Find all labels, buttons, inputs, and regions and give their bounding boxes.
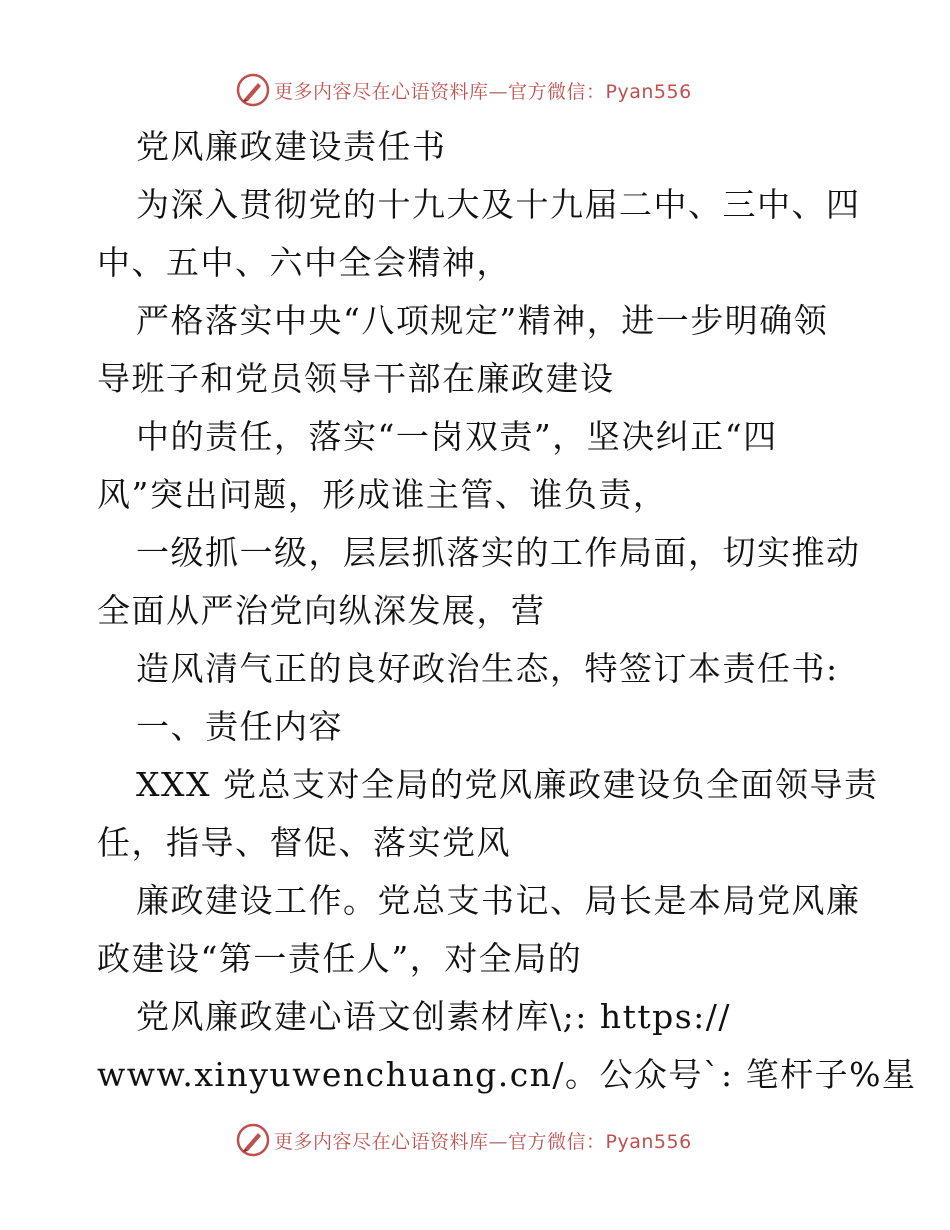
text-line: 导班子和党员领导干部在廉政建设 <box>97 359 615 398</box>
text-line: 中的责任，落实“一岗双责”，坚决纠正“四 <box>136 417 778 456</box>
text-line: 党风廉政建设责任书 <box>136 127 447 166</box>
text-line: 任，指导、督促、落实党风 <box>97 823 511 862</box>
watermark-footer <box>236 1120 692 1160</box>
text-line: 中、五中、六中全会精神， <box>97 243 511 282</box>
text-line: 全面从严治党向纵深发展，营 <box>97 591 546 630</box>
text-line: XXX 党总支对全局的党风廉政建设负全面领导责 <box>136 765 879 804</box>
text-line: 党风廉政建心语文创素材库\;: https:// <box>136 997 732 1036</box>
text-line: www.xinyuwenchuang.cn/。公众号`: 笔杆子%星 <box>97 1055 917 1094</box>
watermark-header <box>236 70 692 110</box>
watermark-text: 更多内容尽在心语资料库—官方微信：Pyan556 <box>274 1130 692 1153</box>
text-line: 造风清气正的良好政治生态，特签订本责任书: <box>136 649 839 688</box>
text-line: 廉政建设工作。党总支书记、局长是本局党风廉 <box>136 881 861 920</box>
text-line: 风”突出问题，形成谁主管、谁负责， <box>97 475 668 514</box>
document-body <box>97 118 917 1104</box>
text-line: 严格落实中央“八项规定”精神，进一步明确领 <box>136 301 829 340</box>
text-line: 一、责任内容 <box>136 707 343 746</box>
pen-logo-icon <box>236 1123 270 1157</box>
watermark-text: 更多内容尽在心语资料库—官方微信：Pyan556 <box>274 80 692 103</box>
text-line: 为深入贯彻党的十九大及十九届二中、三中、四 <box>136 185 861 224</box>
text-line: 一级抓一级，层层抓落实的工作局面，切实推动 <box>136 533 861 572</box>
text-line: 政建设“第一责任人”，对全局的 <box>97 939 583 978</box>
pen-logo-icon <box>236 73 270 107</box>
